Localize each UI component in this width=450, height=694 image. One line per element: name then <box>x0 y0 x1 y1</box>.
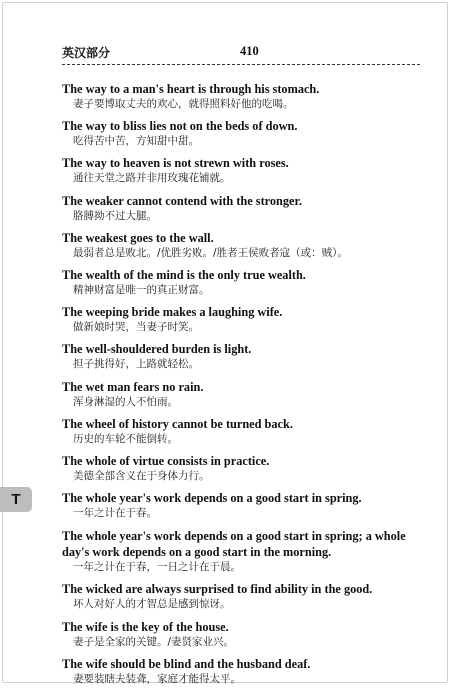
proverb-chinese: 妻子要博取丈夫的欢心，就得照料好他的吃喝。 <box>73 98 294 110</box>
proverb-chinese: 一年之计在于春。 <box>73 507 157 520</box>
proverb-chinese: 吃得苦中苦，方知甜中甜。 <box>73 135 199 148</box>
page-header <box>62 44 418 64</box>
entry <box>62 582 422 612</box>
proverb-chinese: 做新娘时哭，当妻子时笑。 <box>73 321 199 334</box>
proverb-english: The way to a man's heart is through his stomach. <box>62 82 320 96</box>
entry <box>62 620 422 650</box>
proverb-english: The weaker cannot contend with the stronger. <box>62 193 302 208</box>
entry <box>62 119 422 149</box>
proverb-english: The whole year's work depends on a good start in spring. <box>62 491 362 506</box>
entry <box>62 268 422 298</box>
proverb-english: The wife is the key of the house. <box>62 619 229 634</box>
proverb-chinese: 一年之计在于春，一日之计在于晨。 <box>73 561 241 574</box>
proverb-english: The whole year's work depends on a good start in spring; a whole day's work depends on a good start in the morning. <box>62 529 406 560</box>
entry <box>62 657 422 687</box>
proverb-english: The wicked are always surprised to find ability in the good. <box>62 582 373 597</box>
entry <box>62 194 422 224</box>
proverb-english: The weeping bride makes a laughing wife. <box>62 305 283 320</box>
entry <box>62 491 422 521</box>
proverb-chinese: 历史的车轮不能倒转。 <box>73 432 178 445</box>
entry <box>62 380 422 410</box>
entry <box>62 305 422 335</box>
proverb-english: The wheel of history cannot be turned back. <box>62 416 293 431</box>
entry-list <box>62 82 422 694</box>
proverb-english: The wife should be blind and the husband deaf. <box>62 656 311 671</box>
proverb-chinese: 精神财富是唯一的真正财富。 <box>73 283 210 296</box>
proverb-english: The weakest goes to the wall. <box>62 230 214 245</box>
entry <box>62 82 422 112</box>
entry <box>62 156 422 186</box>
proverb-english: The way to bliss lies not on the beds of down. <box>62 119 298 134</box>
proverb-chinese: 坏人对好人的才智总是感到惊讶。 <box>73 598 231 611</box>
entry <box>62 231 422 261</box>
proverb-chinese: 最弱者总是败北。/优胜劣败。/胜者王侯败者寇（或：贼）。 <box>73 246 348 259</box>
tab-letter: T <box>11 491 21 508</box>
section-label: 英汉部分 <box>62 46 111 60</box>
entry <box>62 528 422 575</box>
proverb-chinese: 浑身淋湿的人不怕雨。 <box>73 395 178 408</box>
proverb-english: The way to heaven is not strewn with roses. <box>62 156 289 171</box>
page-number: 410 <box>240 44 259 58</box>
proverb-english: The whole of virtue consists in practice. <box>62 453 270 468</box>
proverb-chinese: 美德全部含义在于身体力行。 <box>73 469 210 482</box>
alphabet-tab <box>0 487 32 512</box>
proverb-chinese: 通往天堂之路并非用玫瑰花铺就。 <box>73 172 231 185</box>
proverb-chinese: 胳膊拗不过大腿。 <box>73 209 157 222</box>
proverb-chinese: 妻子是全家的关键。/妻贤家业兴。 <box>73 635 235 648</box>
header-divider <box>62 64 420 65</box>
proverb-english: The wet man fears no rain. <box>62 379 204 394</box>
entry <box>62 454 422 484</box>
proverb-chinese: 妻要装瞎夫装聋，家庭才能得太平。 <box>73 672 241 685</box>
entry <box>62 417 422 447</box>
proverb-chinese: 担子挑得好，上路就轻松。 <box>73 358 199 371</box>
entry <box>62 342 422 372</box>
proverb-english: The well-shouldered burden is light. <box>62 342 252 357</box>
proverb-english: The wealth of the mind is the only true wealth. <box>62 267 306 282</box>
